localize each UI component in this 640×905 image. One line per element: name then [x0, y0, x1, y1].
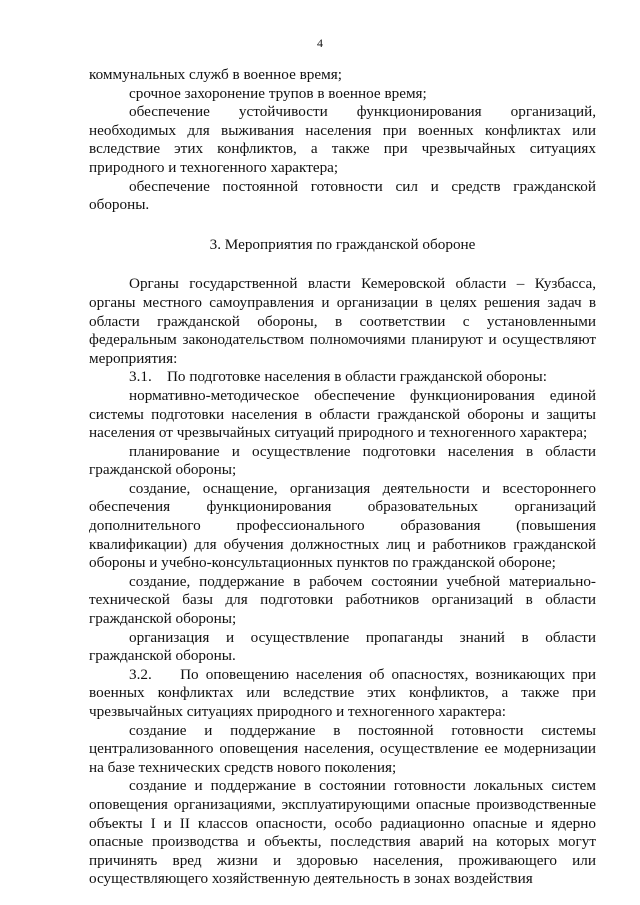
- subsection-heading: 3.1. По подготовке населения в области гражданской обороны:: [129, 368, 547, 386]
- page-content: [89, 66, 600, 889]
- paragraph: срочное захоронение трупов в военное время;: [129, 84, 427, 102]
- paragraph: организация и осуществление пропаганды знаний в области гражданской обороны.: [89, 628, 596, 665]
- section-heading: 3. Мероприятия по гражданской обороне: [209, 235, 476, 253]
- text-block-before-heading: [89, 66, 596, 215]
- paragraph: обеспечение устойчивости функционирования организаций, необходимых для выживания населения при военных конфликтах или вследствие этих конфликтов, а также при чрезвычайных ситуациях природного и техногенного характера;: [89, 103, 596, 176]
- paragraph: нормативно-методическое обеспечение функционирования единой системы подготовки населения в области гражданской обороны и защиты населения от чрезвычайных ситуаций природного и техногенного характера;: [89, 386, 596, 442]
- paragraph: планирование и осуществление подготовки населения в области гражданской обороны;: [89, 442, 596, 479]
- text-block-after-heading: [89, 275, 600, 889]
- paragraph: создание, оснащение, организация деятельности и всестороннего обеспечения функционирования образовательных организаций дополнительного профессионального образования (повышения квалификации) для обучения должностных лиц и работников гражданской обороны и учебно-консультационных пунктов по гражданской обороне;: [89, 479, 596, 572]
- paragraph: коммунальных служб в военное время;: [89, 66, 342, 83]
- paragraph: создание и поддержание в состоянии готовности локальных систем оповещения организациями, эксплуатирующими опасные производственные объекты I и II классов опасности, особо радиационно опасные и ядерно опасные производства и объекты, последствия аварий на которых могут причинять вред жизни и здоровью населения, проживающего или осуществляющего хозяйственную деятельность в зонах воздействия: [89, 777, 596, 888]
- paragraph: Органы государственной власти Кемеровской области – Кузбасса, органы местного самоуправления и организации в целях решения задач в области гражданской обороны, в соответствии с установленными федеральным законодательством полномочиями планируют и осуществляют мероприятия:: [89, 275, 596, 367]
- paragraph: создание, поддержание в рабочем состоянии учебной материально-технической базы для подготовки работников организаций в области гражданской обороны;: [89, 572, 596, 628]
- paragraph: создание и поддержание в постоянной готовности системы централизованного оповещения населения, осуществление ее модернизации на базе технических средств нового поколения;: [89, 721, 596, 776]
- page-number: 4: [317, 36, 323, 50]
- paragraph: обеспечение постоянной готовности сил и средств гражданской обороны.: [89, 177, 596, 214]
- subsection-heading: 3.2. По оповещению населения об опасностях, возникающих при военных конфликтах или вследствие этих конфликтов, а также при чрезвычайных ситуациях природного и техногенного характера:: [89, 665, 600, 720]
